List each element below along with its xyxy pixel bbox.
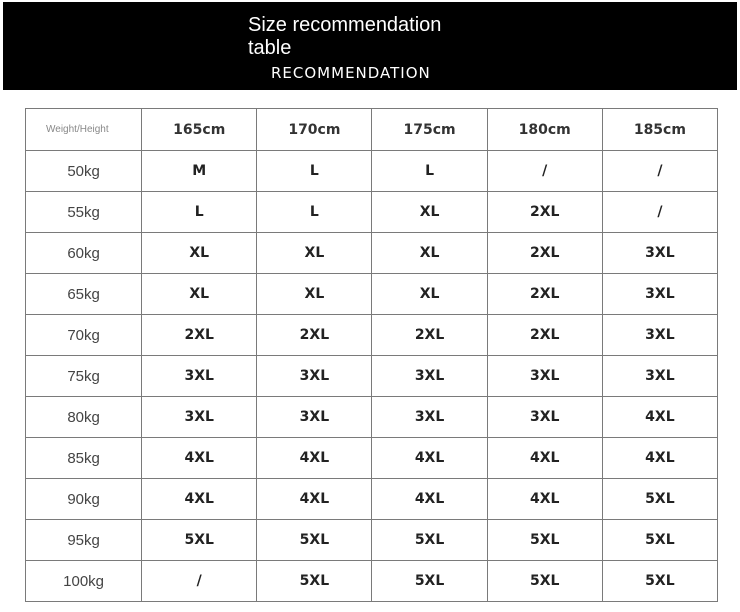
size-cell: 3XL <box>372 397 487 438</box>
size-cell: XL <box>257 233 372 274</box>
header-banner <box>3 2 737 90</box>
page-subtitle: RECOMMENDATION <box>271 64 431 82</box>
size-cell: 3XL <box>487 397 602 438</box>
height-header: 165cm <box>142 109 257 151</box>
size-cell: 5XL <box>487 561 602 602</box>
table-row <box>26 479 718 520</box>
size-cell: 3XL <box>602 315 717 356</box>
size-cell: / <box>142 561 257 602</box>
size-cell: 2XL <box>487 192 602 233</box>
size-cell: L <box>257 192 372 233</box>
height-header: 170cm <box>257 109 372 151</box>
size-cell: 3XL <box>487 356 602 397</box>
height-header: 180cm <box>487 109 602 151</box>
size-cell: 5XL <box>602 520 717 561</box>
size-cell: XL <box>372 274 487 315</box>
weight-label: 60kg <box>26 233 142 274</box>
size-cell: / <box>487 151 602 192</box>
size-cell: 2XL <box>487 315 602 356</box>
table-row <box>26 561 718 602</box>
size-cell: XL <box>142 233 257 274</box>
size-cell: L <box>257 151 372 192</box>
size-cell: / <box>602 151 717 192</box>
table-row <box>26 356 718 397</box>
size-cell: XL <box>372 233 487 274</box>
weight-label: 95kg <box>26 520 142 561</box>
weight-label: 85kg <box>26 438 142 479</box>
weight-label: 90kg <box>26 479 142 520</box>
size-cell: XL <box>372 192 487 233</box>
table-header-row <box>26 109 718 151</box>
size-table <box>25 108 718 602</box>
table-row <box>26 520 718 561</box>
size-cell: L <box>142 192 257 233</box>
size-cell: 4XL <box>602 438 717 479</box>
size-cell: 4XL <box>257 479 372 520</box>
size-cell: 4XL <box>372 438 487 479</box>
size-cell: 3XL <box>602 356 717 397</box>
size-cell: 5XL <box>257 561 372 602</box>
size-cell: M <box>142 151 257 192</box>
weight-label: 55kg <box>26 192 142 233</box>
size-cell: 5XL <box>487 520 602 561</box>
size-cell: 3XL <box>372 356 487 397</box>
size-cell: 5XL <box>142 520 257 561</box>
table-body <box>26 151 718 602</box>
weight-label: 75kg <box>26 356 142 397</box>
size-cell: 3XL <box>602 274 717 315</box>
weight-label: 70kg <box>26 315 142 356</box>
table-row <box>26 315 718 356</box>
size-cell: 5XL <box>257 520 372 561</box>
weight-label: 100kg <box>26 561 142 602</box>
weight-label: 50kg <box>26 151 142 192</box>
size-cell: 5XL <box>602 561 717 602</box>
weight-label: 65kg <box>26 274 142 315</box>
size-cell: 5XL <box>372 561 487 602</box>
size-cell: 3XL <box>602 233 717 274</box>
size-cell: 4XL <box>372 479 487 520</box>
size-cell: 4XL <box>142 479 257 520</box>
height-header: 185cm <box>602 109 717 151</box>
table-row <box>26 438 718 479</box>
size-cell: 4XL <box>257 438 372 479</box>
size-cell: L <box>372 151 487 192</box>
size-cell: 5XL <box>602 479 717 520</box>
size-cell: 2XL <box>257 315 372 356</box>
size-cell: XL <box>142 274 257 315</box>
size-cell: 3XL <box>142 356 257 397</box>
size-cell: 3XL <box>142 397 257 438</box>
table-row <box>26 274 718 315</box>
corner-label: Weight/Height <box>26 109 142 151</box>
weight-label: 80kg <box>26 397 142 438</box>
size-cell: XL <box>257 274 372 315</box>
size-cell: 4XL <box>487 438 602 479</box>
size-cell: 3XL <box>257 397 372 438</box>
table-row <box>26 233 718 274</box>
size-cell: / <box>602 192 717 233</box>
table-row <box>26 192 718 233</box>
size-cell: 4XL <box>142 438 257 479</box>
size-cell: 5XL <box>372 520 487 561</box>
size-cell: 2XL <box>487 233 602 274</box>
size-cell: 2XL <box>142 315 257 356</box>
height-header: 175cm <box>372 109 487 151</box>
size-cell: 4XL <box>602 397 717 438</box>
table-row <box>26 397 718 438</box>
size-cell: 2XL <box>372 315 487 356</box>
size-cell: 4XL <box>487 479 602 520</box>
page-title: Size recommendation table <box>248 14 442 59</box>
table-row <box>26 151 718 192</box>
size-cell: 3XL <box>257 356 372 397</box>
size-cell: 2XL <box>487 274 602 315</box>
